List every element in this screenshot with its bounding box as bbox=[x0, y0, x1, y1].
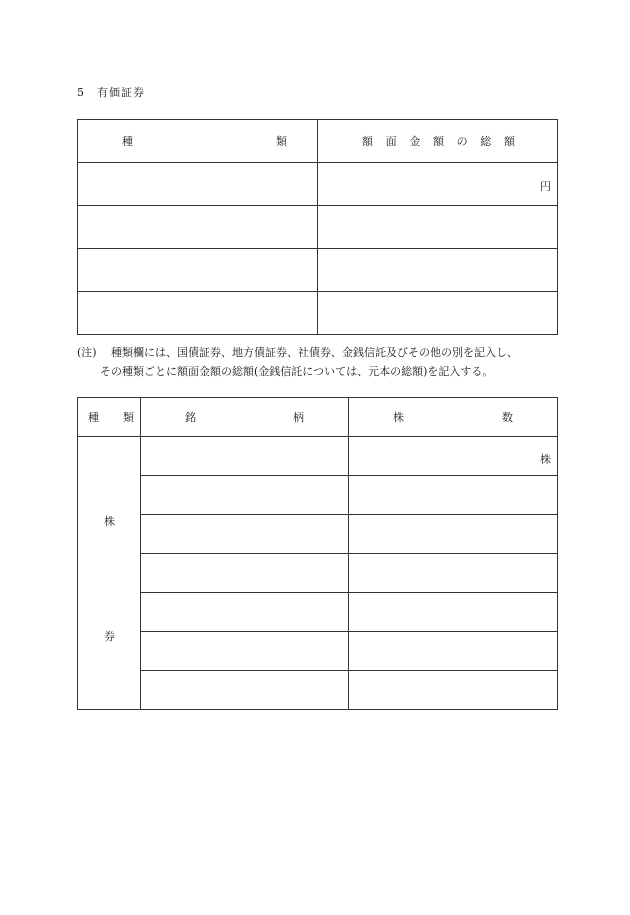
shares-entry-cell[interactable] bbox=[349, 632, 558, 671]
section-number: 5 bbox=[77, 86, 85, 99]
type-entry-cell[interactable] bbox=[78, 249, 318, 292]
securities-header-row bbox=[78, 120, 558, 163]
type-header-cell bbox=[78, 120, 318, 163]
amount-header-char: 額 bbox=[503, 135, 515, 148]
shares-entry-cell[interactable] bbox=[349, 437, 558, 476]
brand-entry-cell[interactable] bbox=[141, 632, 349, 671]
type-header-right: 類 bbox=[276, 135, 287, 148]
table-row bbox=[78, 249, 558, 292]
note-mark: (注) bbox=[77, 346, 97, 359]
type-header-left: 種 bbox=[122, 135, 133, 148]
shares-entry-cell[interactable] bbox=[349, 593, 558, 632]
type-entry-cell[interactable] bbox=[78, 163, 318, 206]
shares-entry-cell[interactable] bbox=[349, 671, 558, 710]
brand-entry-cell[interactable] bbox=[141, 554, 349, 593]
type-entry-cell[interactable] bbox=[78, 292, 318, 335]
brand-entry-cell[interactable] bbox=[141, 515, 349, 554]
brand-entry-cell[interactable] bbox=[141, 671, 349, 710]
kind-header-left: 種 bbox=[88, 411, 99, 424]
amount-header-char: 総 bbox=[480, 135, 492, 148]
brand-header-left: 銘 bbox=[185, 411, 196, 424]
note-line-1 bbox=[77, 343, 577, 362]
table-row bbox=[78, 515, 558, 554]
amount-entry-cell[interactable] bbox=[318, 249, 558, 292]
brand-entry-cell[interactable] bbox=[141, 437, 349, 476]
amount-entry-cell[interactable] bbox=[318, 163, 558, 206]
amount-entry-cell[interactable] bbox=[318, 292, 558, 335]
amount-header-char: 面 bbox=[385, 135, 397, 148]
yen-unit-label: 円 bbox=[540, 180, 551, 193]
section-heading bbox=[77, 84, 145, 100]
amount-header-char: 金 bbox=[409, 135, 421, 148]
amount-header-char: 額 bbox=[362, 135, 373, 148]
amount-header-char: の bbox=[456, 135, 468, 148]
kind-header-right: 類 bbox=[123, 411, 134, 424]
shares-entry-cell[interactable] bbox=[349, 476, 558, 515]
table-row bbox=[78, 671, 558, 710]
stocks-table bbox=[77, 397, 558, 710]
table-row bbox=[78, 593, 558, 632]
table-row bbox=[78, 163, 558, 206]
shares-entry-cell[interactable] bbox=[349, 554, 558, 593]
stock-label-bottom: 券 bbox=[104, 630, 115, 643]
shares-header-cell bbox=[349, 398, 558, 437]
stocks-header-row bbox=[78, 398, 558, 437]
table-row bbox=[78, 476, 558, 515]
table-row bbox=[78, 292, 558, 335]
stock-kind-cell bbox=[78, 437, 141, 710]
note-line-2: その種類ごとに額面金額の総額(金銭信託については、元本の総額)を記入する。 bbox=[100, 365, 494, 378]
brand-entry-cell[interactable] bbox=[141, 593, 349, 632]
brand-header-cell bbox=[141, 398, 349, 437]
table-row bbox=[78, 632, 558, 671]
brand-header-right: 柄 bbox=[293, 411, 304, 424]
shares-unit-label: 株 bbox=[540, 453, 551, 466]
shares-entry-cell[interactable] bbox=[349, 515, 558, 554]
securities-table bbox=[77, 119, 558, 335]
table-row bbox=[78, 437, 558, 476]
shares-header-left: 株 bbox=[393, 411, 404, 424]
shares-header-right: 数 bbox=[502, 411, 513, 424]
amount-header-cell bbox=[318, 120, 558, 163]
amount-header-char: 額 bbox=[432, 135, 444, 148]
note-text-1: 種類欄には、国債証券、地方債証券、社債券、金銭信託及びその他の別を記入し、 bbox=[111, 346, 518, 359]
kind-header-cell bbox=[78, 398, 141, 437]
section-title: 有価証券 bbox=[97, 86, 145, 99]
table-row bbox=[78, 206, 558, 249]
amount-entry-cell[interactable] bbox=[318, 206, 558, 249]
note bbox=[77, 343, 577, 381]
brand-entry-cell[interactable] bbox=[141, 476, 349, 515]
table-row bbox=[78, 554, 558, 593]
type-entry-cell[interactable] bbox=[78, 206, 318, 249]
stock-label-top: 株 bbox=[104, 515, 115, 528]
